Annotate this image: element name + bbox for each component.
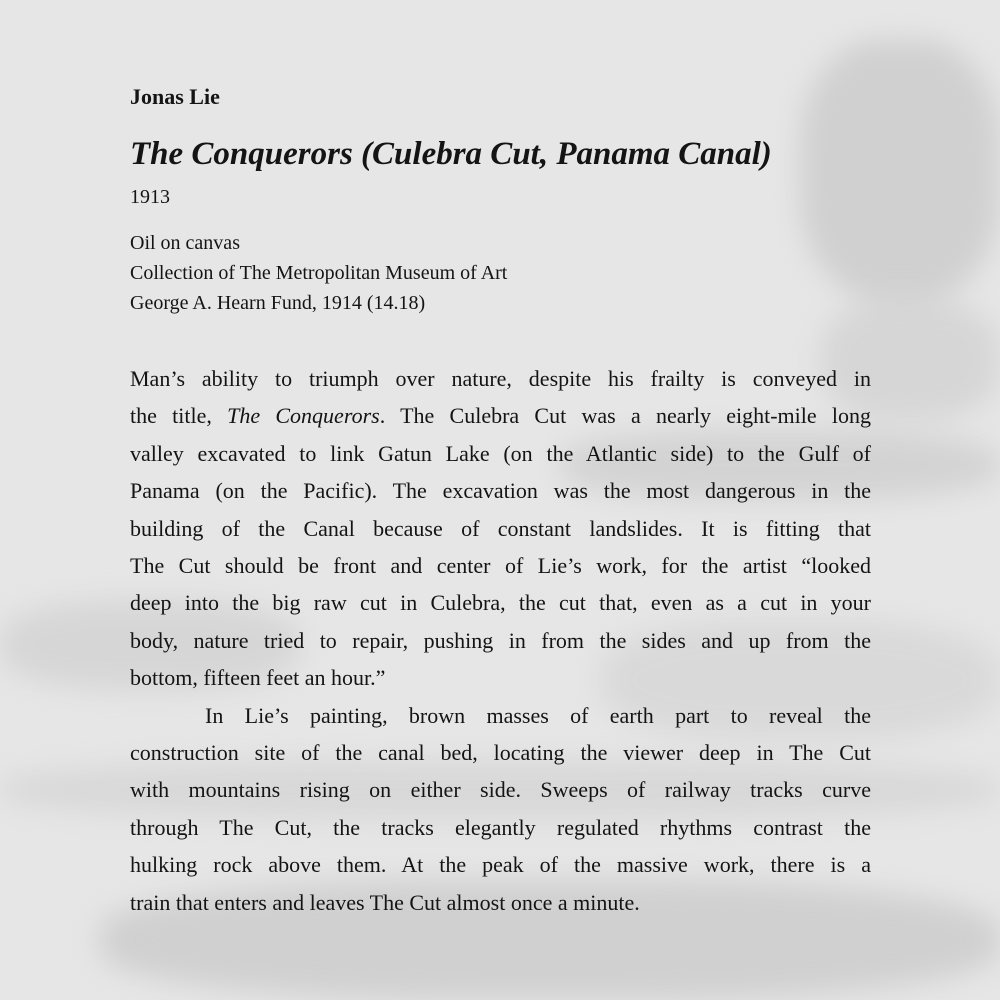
text-span: . The Culebra Cut was a nearly eight-mile long (379, 403, 872, 429)
text-line: valley excavated to link Gatun Lake (on the Atlantic side) to the Gulf of (130, 440, 871, 466)
description (130, 360, 871, 921)
artwork-title: The Conquerors (Culebra Cut, Panama Canal) (130, 136, 772, 172)
text-line: construction site of the canal bed, locating the viewer deep in The Cut (130, 740, 871, 766)
text-line: with mountains rising on either side. Sweeps of railway tracks curve (130, 777, 871, 803)
medium: Oil on canvas (130, 232, 240, 254)
text-line: The Cut should be front and center of Lie’s work, for the artist “looked (130, 553, 871, 579)
text-line: hulking rock above them. At the peak of the massive work, there is a (130, 852, 871, 878)
text-line: Man’s ability to triumph over nature, despite his frailty is conveyed in (130, 366, 871, 391)
artwork-details (130, 228, 507, 318)
text-line: building of the Canal because of constant landslides. It is fitting that (130, 515, 871, 541)
collection: Collection of The Metropolitan Museum of Art (130, 262, 508, 284)
credit-line: George A. Hearn Fund, 1914 (14.18) (130, 292, 426, 314)
text-line: through The Cut, the tracks elegantly regulated rhythms contrast the (130, 814, 871, 840)
text-line: In Lie’s painting, brown masses of earth part to reveal the (205, 702, 871, 728)
text-line: body, nature tried to repair, pushing in from the sides and up from the (130, 627, 871, 653)
text-line: bottom, fifteen feet an hour.” (130, 665, 386, 691)
text-line: Panama (on the Pacific). The excavation was the most dangerous in the (130, 478, 871, 504)
text-line (130, 397, 871, 434)
artist-name: Jonas Lie (130, 84, 220, 109)
text-span: the title, (130, 403, 228, 429)
text-line: deep into the big raw cut in Culebra, the cut that, even as a cut in your (130, 590, 871, 616)
text-line: train that enters and leaves The Cut almost once a minute. (130, 889, 640, 915)
italic-title: The Conquerors (227, 403, 380, 429)
artwork-year: 1913 (130, 186, 170, 208)
